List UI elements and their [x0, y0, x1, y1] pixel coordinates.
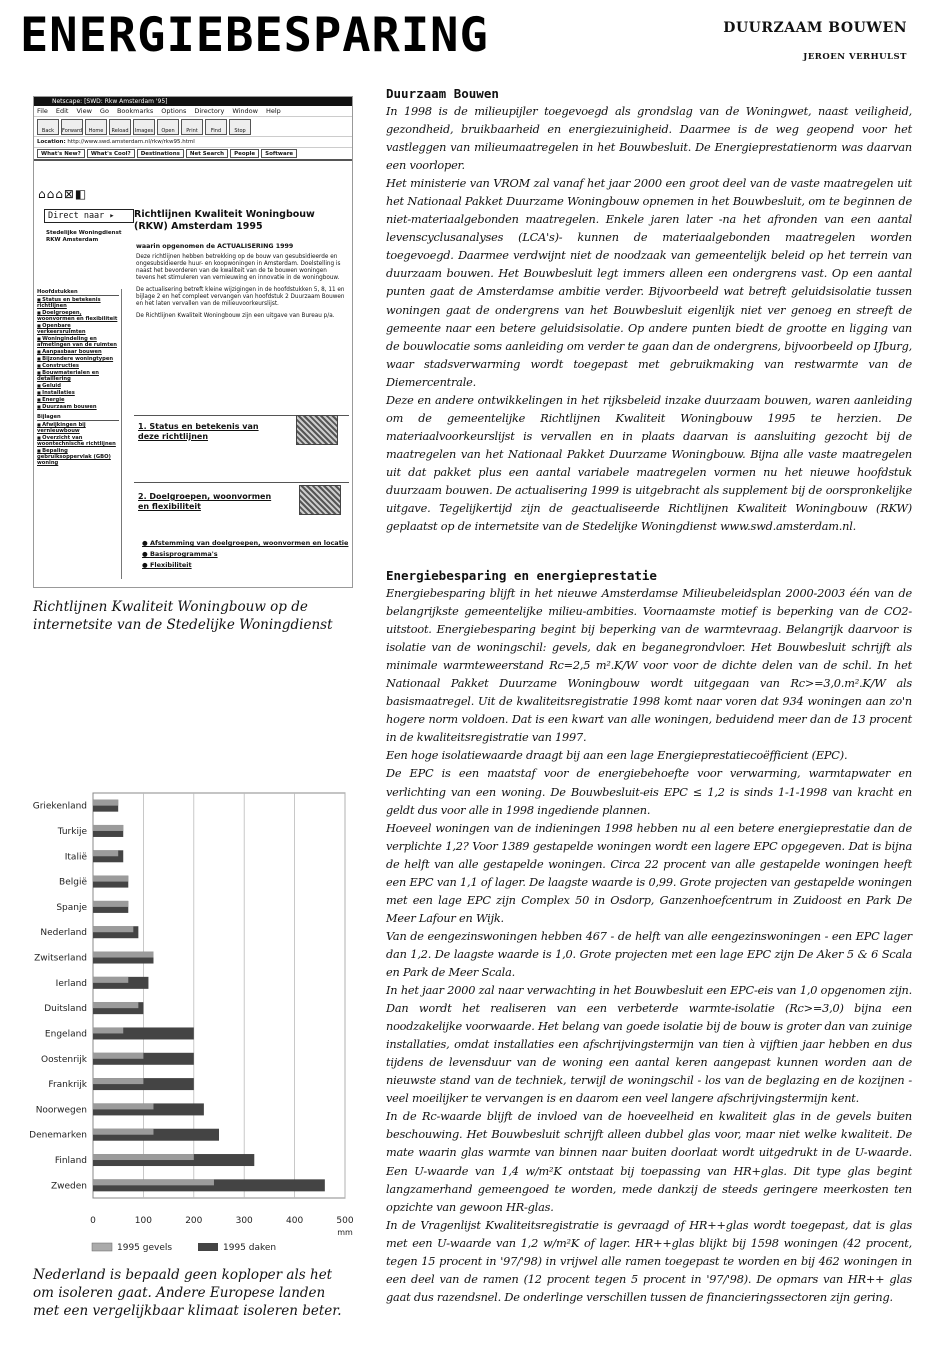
category-label: Turkije	[57, 826, 87, 837]
browser-toolbar	[34, 117, 352, 137]
screenshot-subheading: waarin opgenomen de ACTUALISERING 1999	[136, 243, 294, 250]
menu-item: Options	[161, 107, 187, 115]
paragraph: Deze en andere ontwikkelingen in het rijksbeleid inzake duurzaam bouwen, waren aanleiding om de gemeentelijke Richtlijnen Kwaliteit Woningbouw 1995 te herzien. De materiaalvoorkeurslijst is vervallen en in plaats daarvan is aansluiting gezocht bij de maatregelen van het Nationaal Pakket Duurzame Woningbouw. Bijna alle vaste maatregelen uit dat pakket plus een aantal variabele maatregelen vormen nu het nieuwe hoofdstuk duurzaam bouwen. De actualisering 1999 is uitgebracht als supplement bij de oorspronkelijke uitgave. Tegelijkertijd zijn de geactualiseerde Richtlijnen Kwaliteit Woningbouw (RKW) geplaatst op de internetsite van de Stedelijke Woningdienst www.swd.amsterdam.nl.	[386, 393, 912, 534]
legend-label-daken: 1995 daken	[223, 1243, 277, 1253]
sidebar-item: ■ Woningindeling en afmetingen van de ruimten	[37, 336, 119, 348]
x-tick-label: 0	[90, 1216, 96, 1226]
sidebar-item: ■ Aanpasbaar bouwen	[37, 349, 119, 355]
section-text	[386, 585, 912, 1307]
sidebar-item: ■ Doelgroepen, woonvormen en flexibiliteit	[37, 310, 119, 322]
direct-naar-select: Direct naar ▸	[44, 209, 134, 223]
menu-item: Edit	[55, 107, 69, 115]
paragraph: In de Vragenlijst Kwaliteitsregistratie is gevraagd of HR++glas wordt toegepast, dat is glas met een U-waarde van 1,2 w/m²K of lager. HR++glas blijkt bij 1598 woningen (42 procent, tegen 15 procent in '97/'98) in vrijwel alle ramen toegepast te worden en bij 462 woningen in een deel van de ramen (12 procent tegen 5 procent in '97/'98). De opmars van HR++ glas gaat dus razendsnel. De onderlinge verschillen tussen de financieringssectoren zijn gering.	[386, 1218, 912, 1304]
toolbar-button: Reload	[109, 119, 131, 135]
category-label: Denemarken	[29, 1130, 87, 1141]
page-title: ENERGIEBESPARING	[20, 8, 489, 63]
sidebar-item: ■ Installaties	[37, 390, 119, 396]
sidebar-item: ■ Openbare verkeersruimten	[37, 323, 119, 335]
browser-screenshot	[33, 96, 353, 588]
directory-buttons	[34, 148, 352, 161]
paragraph: Het ministerie van VROM zal vanaf het jaar 2000 een groot deel van de vaste maatregelen uit het Nationaal Pakket Duurzame Woningbouw opnemen in het Bouwbesluit, om te beginnen de niet-materiaalgebonden maatregelen. Enkele jaren later -na het afronden van een aantal levenscyclusanalyses (LCA's)- kunnen de materiaalgebonden maatregelen worden toegevoegd. Daarmee verdwijnt niet de noodzaak van gemeentelijk beleid op het terrein van duurzaam bouwen. Het Bouwbesluit legt immers alleen een ondergrens vast. Op een aantal punten gaat de Amsterdamse ambitie verder. Bijvoorbeeld wat betreft geluidsisolatie tussen woningen gaat de ondergrens van het Bouwbesluit eigenlijk niet ver genoeg en streeft de gemeente naar een betere geluidsisolatie. Op andere punten biedt de grootte en ligging van de bouwlocatie soms aanleiding om verder te gaan dan de ondergrens, bijvoorbeeld op IJburg, waar stadsverwarming wordt toegepast met gebruikmaking van restwarmte van de Diemercentrale.	[386, 177, 912, 389]
location-value: http://www.swd.amsterdam.nl/rkw/rkw95.html	[67, 139, 195, 145]
toolbar-button: Print	[181, 119, 203, 135]
paragraph: Hoeveel woningen van de indieningen 1998 hebben nu al een betere energieprestatie dan de verplichte 1,2? Voor 1389 gestapelde woningen wordt een lagere EPC opgegeven. Dat is bijna de helft van alle gestapelde woningen. Circa 22 procent van alle gestapelde woningen heeft een EPC van 1,1 of lager. De laagste waarde is 0,99. Grote projecten van gestapelde woningen met een lage EPC zijn Complex 50 in Osdorp, Ganzenhoefcentrum in Zuidoost en Park De Meer Lafour en Wijk.	[386, 821, 912, 925]
bar-gevels	[93, 1154, 194, 1160]
toolbar-button: Home	[85, 119, 107, 135]
category-label: Duitsland	[44, 1004, 87, 1015]
legend-label-gevels: 1995 gevels	[117, 1243, 173, 1253]
sub-links: ● Afstemming van doelgroepen, woonvormen en locatie ● Basisprogramma's ● Flexibiliteit	[142, 538, 348, 571]
divider	[134, 482, 349, 483]
nav-button: What's Cool?	[87, 149, 135, 158]
category-label: Frankrijk	[48, 1080, 87, 1091]
article-section-1	[386, 86, 912, 536]
screenshot-body: Deze richtlijnen hebben betrekking op de bouw van gesubsidieerde en ongesubsidieerde huur- en koopwoningen in Amsterdam. Doelstelling is naast het bevorderen van de kwaliteit van de te bouwen woningen tevens het stimuleren van vernieuwing en innovatie in de woningbouw. De actualisering betreft kleine wijzigingen in de hoofdstukken 5, 8, 11 en bijlage 2 en het compleet vervangen van hoofdstuk 2 Duurzaam Bouwen en het laten vervallen van de milieuvoorkeurslijst. De Richtlijnen Kwaliteit Woningbouw zijn een uitgave van Bureau p/a.	[136, 254, 345, 319]
bar-gevels	[93, 1078, 143, 1084]
bar-gevels	[93, 901, 128, 907]
sidebar-item: ■ Afwijkingen bij vernieuwbouw	[37, 422, 119, 434]
sidebar-item: ■ Bijzondere woningtypen	[37, 356, 119, 362]
paragraph: Van de eengezinswoningen hebben 467 - de helft van alle eengezinswoningen - een EPC lager dan 1,2. De laagste waarde is 1,0. Grote projecten met een lage EPC zijn De Aker 5 & 6 Scala en Park de Meer Scala.	[386, 929, 912, 979]
x-tick-label: 400	[286, 1216, 304, 1226]
bar-gevels	[93, 977, 128, 983]
toolbar-button: Stop	[229, 119, 251, 135]
site-logo: ⌂⌂⌂⊠◧	[38, 187, 88, 201]
toolbar-button: Images	[133, 119, 155, 135]
menu-bar	[34, 106, 352, 117]
category-label: België	[59, 877, 87, 888]
section-heading: Energiebesparing en energieprestatie	[386, 568, 657, 583]
house-image	[296, 415, 338, 445]
menu-item: File	[37, 107, 48, 115]
category-label: Engeland	[44, 1029, 87, 1040]
bar-gevels	[93, 926, 133, 932]
category-label: Griekenland	[32, 801, 87, 812]
menu-item: Help	[265, 107, 281, 115]
screenshot-heading: Richtlijnen Kwaliteit Woningbouw (RKW) Amsterdam 1995	[134, 209, 315, 232]
x-tick-label: 300	[235, 1216, 253, 1226]
nav-button: Destinations	[137, 149, 184, 158]
toolbar-button: Forward	[61, 119, 83, 135]
legend-swatch-gevels	[92, 1243, 112, 1251]
x-unit-label: mm	[337, 1228, 353, 1237]
sidebar-item: ■ Bepaling gebruiksoppervlak (GBO) woning	[37, 448, 119, 466]
chapter-link-2: 2. Doelgroepen, woonvormen en flexibiliteit	[138, 492, 272, 511]
bar-gevels	[93, 1053, 143, 1059]
nav-button: People	[230, 149, 259, 158]
category-label: Noorwegen	[35, 1105, 87, 1116]
article-section-2	[386, 568, 912, 1307]
sidebar-item: ■ Duurzaam bouwen	[37, 404, 119, 410]
menu-item: Go	[99, 107, 109, 115]
bar-gevels	[93, 952, 153, 958]
paragraph: In de Rc-waarde blijft de invloed van de hoeveelheid en kwaliteit glas in de gevels buiten beschouwing. Het Bouwbesluit schrijft alleen dubbel glas voor, maar niet welke kwaliteit. De mate waarin glas warmte van binnen naar buiten doorlaat wordt uitgedrukt in de U-waarde. Een U-waarde van 1,4 w/m²K ontstaat bij toepassing van HR+glas. Dit type glas begint langzamerhand gemeengoed te worden, mede dankzij de steeds geringere meerkosten ten opzichte van gewoon HR-glas.	[386, 1110, 912, 1214]
menu-item: Directory	[194, 107, 225, 115]
category-label: Zwitserland	[34, 953, 87, 964]
x-tick-label: 500	[336, 1216, 354, 1226]
x-tick-label: 200	[185, 1216, 203, 1226]
paragraph: De EPC is een maatstaf voor de energiebehoefte voor verwarming, warmtapwater en verlichting van een woning. De Bouwbesluit-eis EPC ≤ 1,2 is sinds 1-1-1998 van kracht en geldt dus voor alle in 1998 ingediende plannen.	[386, 767, 912, 817]
nav-button: Software	[261, 149, 297, 158]
bar-gevels	[93, 876, 128, 882]
menu-item: Bookmarks	[116, 107, 154, 115]
chapter-link-1: 1. Status en betekenis van deze richtlijnen	[138, 422, 259, 441]
sidebar-item: ■ Constructies	[37, 363, 119, 369]
sidebar-item: ■ Energie	[37, 397, 119, 403]
section-heading: Duurzaam Bouwen	[386, 86, 499, 101]
mountain-image	[299, 485, 341, 515]
nav-button: What's New?	[37, 149, 85, 158]
category-label: Nederland	[40, 928, 87, 939]
insulation-chart	[20, 785, 360, 1264]
section-text	[386, 103, 912, 536]
sidebar-item: ■ Status en betekenis richtlijnen	[37, 297, 119, 309]
nav-button: Net Search	[186, 149, 228, 158]
paragraph: In 1998 is de milieupijler toegevoegd als grondslag van de Woningwet, naast veiligheid, gezondheid, bruikbaarheid en energiezuinigheid. Daarmee is de weg geopend voor het vastleggen van milieumaatregelen in het Bouwbesluit. De Energieprestatienorm was daarvan een voorloper.	[386, 105, 912, 173]
sidebar-item: ■ Geluid	[37, 383, 119, 389]
bar-gevels	[93, 1179, 214, 1185]
organization-label: Stedelijke Woningdienst RKW Amsterdam	[46, 230, 122, 243]
category-label: Italië	[64, 852, 87, 863]
bar-gevels	[93, 800, 118, 806]
category-label: Oostenrijk	[41, 1054, 87, 1065]
category-label: Spanje	[56, 902, 87, 913]
bar-gevels	[93, 825, 123, 831]
section-label: DUURZAAM BOUWEN	[723, 20, 907, 36]
toolbar-button: Open	[157, 119, 179, 135]
menu-item: Window	[232, 107, 258, 115]
sidebar-item: ■ Bouwmaterialen en detaillering	[37, 370, 119, 382]
figure-caption-2: Nederland is bepaald geen koploper als het om isoleren gaat. Andere Europese landen met een vergelijkbaar klimaat isoleren beter.	[33, 1267, 342, 1319]
screenshot-sidebar: Hoofdstukken ■ Status en betekenis richtlijnen ■ Doelgroepen, woonvormen en flexibiliteit ■ Openbare verkeersruimten ■ Woningindeling en afmetingen van de ruimten ■ Aanpasbaar bouwen ■ Bijzondere woningtypen ■ Constructies ■ Bouwmaterialen en detaillering ■ Geluid ■ Installaties ■ Energie ■ Duurzaam bouwen Bijlagen ■ Afwijkingen bij vernieuwbouw ■ Overzicht van woontechnische richtlijnen ■ Bepaling gebruiksoppervlak (GBO) woning	[37, 289, 122, 579]
location-bar	[34, 137, 352, 148]
bar-gevels	[93, 1129, 153, 1135]
location-label: Location:	[37, 139, 66, 145]
x-tick-label: 100	[134, 1216, 152, 1226]
chart-svg	[20, 785, 360, 1260]
bar-gevels	[93, 1027, 123, 1033]
bar-gevels	[93, 1002, 138, 1008]
legend-swatch-daken	[198, 1243, 218, 1251]
toolbar-button: Back	[37, 119, 59, 135]
paragraph: In het jaar 2000 zal naar verwachting in het Bouwbesluit een EPC-eis van 1,0 opgenomen zijn. Dan wordt het realiseren van een verbeterde warmte-isolatie (Rc>=3,0) bijna een noodzakelijke voorwaarde. Het belang van goede isolatie bij de bouw is groter dan van zuinige installaties, omdat installaties een afschrijvingstermijn van tien à vijftien jaar hebben en dus tijdens de levensduur van de woning een aantal keren aangepast kunnen worden aan de nieuwste stand van de techniek, terwijl de woningschil - los van de beglazing en de kozijnen - veel moeilijker te vervangen is en daarom een veel langere afschrijvingstermijn kent.	[386, 984, 912, 1106]
figure-caption-1: Richtlijnen Kwaliteit Woningbouw op de internetsite van de Stedelijke Woningdienst	[33, 599, 333, 633]
bar-gevels	[93, 850, 118, 856]
category-label: Ierland	[55, 978, 87, 989]
window-title: Netscape: [SWD: Rkw Amsterdam '95]	[34, 97, 352, 106]
author-name: JEROEN VERHULST	[803, 52, 907, 62]
paragraph: Energiebesparing blijft in het nieuwe Amsterdamse Milieubeleidsplan 2000-2003 één van de belangrijkste gemeentelijke milieu-ambities. Voornaamste motief is beperking van de CO2-uitstoot. Energiebesparing begint bij beperking van de warmtevraag. Belangrijk daarvoor is isolatie van de woningschil: gevels, dak en beganegrondvloer. Het Bouwbesluit schrijft als minimale warmteweerstand Rc=2,5 m².K/W voor voor de dichte delen van de schil. In het Nationaal Pakket Duurzame Woningbouw wordt uitgegaan van Rc>=3,0.m².K/W als basismaatregel. Uit de kwaliteitsregistratie 1998 komt naar voren dat 934 woningen aan zo'n hogere norm voldoen. Dat is een kwart van alle woningen, beduidend meer dan de 13 procent in de kwaliteitsregistratie van 1997.	[386, 587, 912, 745]
menu-item: View	[76, 107, 92, 115]
category-label: Zweden	[50, 1181, 87, 1192]
bar-gevels	[93, 1103, 153, 1109]
toolbar-button: Find	[205, 119, 227, 135]
category-label: Finland	[54, 1156, 87, 1167]
paragraph: Een hoge isolatiewaarde draagt bij aan een lage Energieprestatiecoëfficient (EPC).	[386, 749, 848, 763]
sidebar-item: ■ Overzicht van woontechnische richtlijnen	[37, 435, 119, 447]
